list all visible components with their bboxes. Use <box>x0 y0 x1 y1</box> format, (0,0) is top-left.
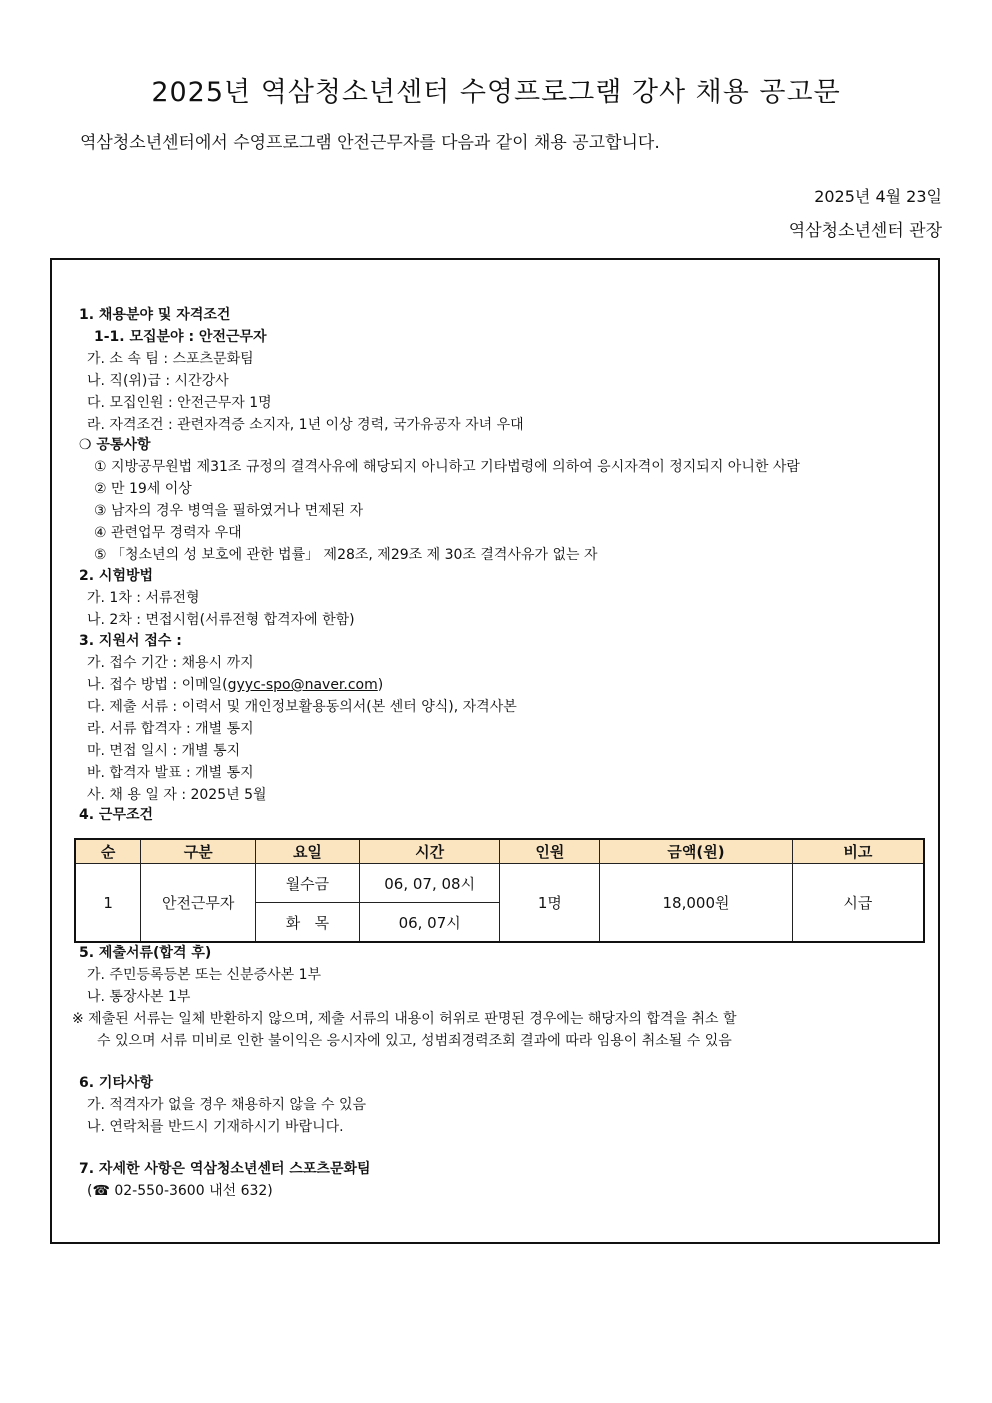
other-line: 가. 적격자가 없을 경우 채용하지 않을 수 있음 <box>87 1097 367 1113</box>
receipt-method-label: 나. 접수 방법 : 이메일( <box>87 677 228 693</box>
cell-day: 화 목 <box>256 903 360 943</box>
email-link[interactable]: gyyc-spo@naver.com <box>227 677 378 693</box>
table-header: 요일 <box>256 839 360 864</box>
announcement-date: 2025년 4월 23일 <box>814 187 942 206</box>
rank-line: 나. 직(위)급 : 시간강사 <box>87 373 229 389</box>
work-conditions-table <box>74 838 925 943</box>
common-item: ④ 관련업무 경력자 우대 <box>94 525 242 541</box>
qualification-line: 라. 자격조건 : 관련자격증 소지자, 1년 이상 경력, 국가유공자 자녀 우대 <box>87 417 524 433</box>
common-item: ③ 남자의 경우 병역을 필하였거나 면제된 자 <box>94 503 364 519</box>
table-header-row <box>75 839 924 864</box>
receipt-method-line <box>87 676 383 694</box>
cell-day: 월수금 <box>256 864 360 903</box>
table-header: 구분 <box>141 839 256 864</box>
receipt-line: 가. 접수 기간 : 채용시 까지 <box>87 655 254 671</box>
cell-people: 1명 <box>500 864 600 943</box>
receipt-line: 사. 채 용 일 자 : 2025년 5월 <box>87 787 267 803</box>
common-item: ① 지방공무원법 제31조 규정의 결격사유에 해당되지 아니하고 기타법령에 의하여 응시자격이 정지되지 아니한 사람 <box>94 459 800 475</box>
team-line: 가. 소 속 팀 : 스포츠문화팀 <box>87 351 254 367</box>
cell-amount: 18,000원 <box>600 864 793 943</box>
exam-line: 나. 2차 : 면접시험(서류전형 합격자에 한함) <box>87 612 355 628</box>
notice-note: ※ 제출된 서류는 일체 반환하지 않으며, 제출 서류의 내용이 허위로 판명된 경우에는 해당자의 합격을 취소 할 <box>72 1011 737 1027</box>
notice-body <box>50 258 940 1244</box>
contact-line: (☎ 02-550-3600 내선 632) <box>87 1183 273 1199</box>
section-1-heading: 1. 채용분야 및 자격조건 <box>79 307 231 323</box>
table-header: 비고 <box>792 839 924 864</box>
receipt-method-close: ) <box>377 677 384 693</box>
intro-text: 역삼청소년센터에서 수영프로그램 안전근무자를 다음과 같이 채용 공고합니다. <box>80 133 660 153</box>
table-header: 금액(원) <box>600 839 793 864</box>
document-line: 가. 주민등록등본 또는 신분증사본 1부 <box>87 967 322 983</box>
section-3-heading: 3. 지원서 접수 : <box>79 633 182 649</box>
table-row <box>75 864 924 903</box>
cell-time: 06, 07시 <box>359 903 500 943</box>
headcount-line: 다. 모집인원 : 안전근무자 1명 <box>87 395 272 411</box>
cell-note: 시급 <box>792 864 924 943</box>
section-6-heading: 6. 기타사항 <box>79 1075 154 1091</box>
notice-note: 수 있으며 서류 미비로 인한 불이익은 응시자에 있고, 성범죄경력조회 결과에 따라 임용이 취소될 수 있음 <box>97 1033 732 1049</box>
issuer: 역삼청소년센터 관장 <box>788 221 942 241</box>
table-header: 순 <box>75 839 141 864</box>
common-item: ⑤ 「청소년의 성 보호에 관한 법률」 제28조, 제29조 제 30조 결격사유가 없는 자 <box>94 547 598 563</box>
receipt-line: 라. 서류 합격자 : 개별 통지 <box>87 721 254 737</box>
section-2-heading: 2. 시험방법 <box>79 568 154 584</box>
receipt-line: 마. 면접 일시 : 개별 통지 <box>87 743 241 759</box>
exam-line: 가. 1차 : 서류전형 <box>87 590 200 606</box>
cell-time: 06, 07, 08시 <box>359 864 500 903</box>
common-heading: ❍ 공통사항 <box>79 437 151 453</box>
section-7-heading: 7. 자세한 사항은 역삼청소년센터 스포츠문화팀 <box>79 1161 371 1177</box>
section-4-heading: 4. 근무조건 <box>79 807 154 823</box>
section-1-1-heading: 1-1. 모집분야 : 안전근무자 <box>94 329 267 345</box>
receipt-line: 바. 합격자 발표 : 개별 통지 <box>87 765 254 781</box>
receipt-line: 다. 제출 서류 : 이력서 및 개인정보활용동의서(본 센터 양식), 자격사본 <box>87 699 517 715</box>
page-title: 2025년 역삼청소년센터 수영프로그램 강사 채용 공고문 <box>151 77 841 108</box>
section-5-heading: 5. 제출서류(합격 후) <box>79 945 212 961</box>
common-item: ② 만 19세 이상 <box>94 481 192 497</box>
cell-no: 1 <box>75 864 141 943</box>
table-header: 인원 <box>500 839 600 864</box>
document-line: 나. 통장사본 1부 <box>87 989 191 1005</box>
cell-category: 안전근무자 <box>141 864 256 943</box>
other-line: 나. 연락처를 반드시 기재하시기 바랍니다. <box>87 1119 344 1135</box>
table-header: 시간 <box>359 839 500 864</box>
